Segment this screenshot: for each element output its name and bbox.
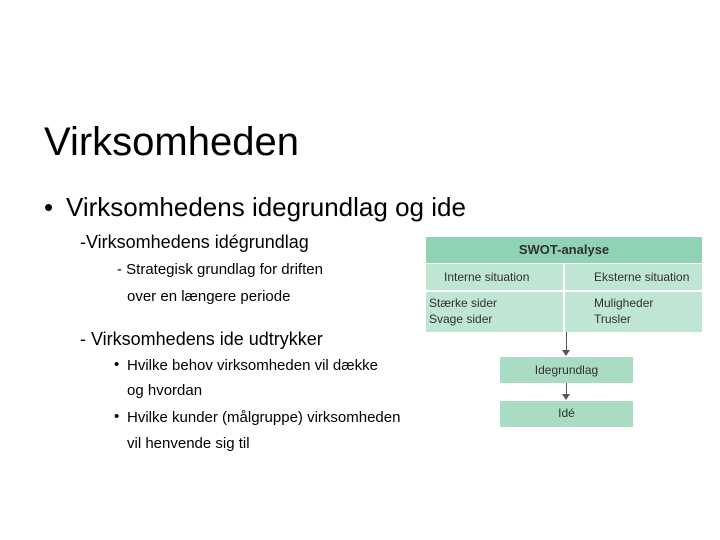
arrow-down-icon bbox=[562, 350, 570, 356]
idegrundlag-definition-line1: - Strategisk grundlag for driften bbox=[117, 261, 323, 278]
sub-heading-ide: - Virksomhedens ide udtrykker bbox=[80, 329, 323, 349]
idegrundlag-box: Idegrundlag bbox=[500, 357, 633, 383]
swot-internal-items bbox=[426, 292, 563, 332]
ide-bullet1-line2: og hvordan bbox=[127, 382, 203, 399]
idegrundlag-definition-line2: over en længere periode bbox=[127, 288, 291, 305]
swot-internal-header bbox=[426, 264, 563, 290]
swot-external-items bbox=[565, 292, 702, 332]
swot-internal-header-text: Interne situation bbox=[444, 270, 530, 284]
swot-threats: Trusler bbox=[594, 312, 631, 326]
swot-title: SWOT-analyse bbox=[426, 237, 702, 263]
swot-diagram bbox=[426, 237, 702, 332]
ide-bullet1-line1: Hvilke behov virksomheden vil dække bbox=[127, 357, 378, 374]
swot-weaknesses: Svage sider bbox=[429, 312, 493, 326]
swot-opportunities: Muligheder bbox=[594, 296, 654, 310]
main-bullet bbox=[44, 191, 484, 223]
bullet-marker: • bbox=[44, 192, 54, 222]
swot-external-header-text: Eksterne situation bbox=[594, 270, 690, 284]
sub-heading-idegrundlag: -Virksomhedens idégrundlag bbox=[80, 232, 309, 252]
swot-external-header bbox=[565, 264, 702, 290]
ide-box: Idé bbox=[500, 401, 633, 427]
arrow-down-icon bbox=[562, 394, 570, 400]
ide-bullet2-line1: Hvilke kunder (målgruppe) virksomheden bbox=[127, 409, 401, 426]
ide-bullet2-line2: vil henvende sig til bbox=[127, 435, 250, 452]
ide-bullet1-marker: • bbox=[114, 356, 120, 373]
slide-title: Virksomheden bbox=[44, 120, 299, 164]
flow-connector-1 bbox=[566, 332, 567, 350]
ide-bullet2-marker: • bbox=[114, 408, 120, 425]
flow-connector-2 bbox=[566, 383, 567, 394]
swot-strengths: Stærke sider bbox=[429, 296, 498, 310]
main-bullet-text: Virksomhedens idegrundlag og ide bbox=[66, 192, 466, 222]
